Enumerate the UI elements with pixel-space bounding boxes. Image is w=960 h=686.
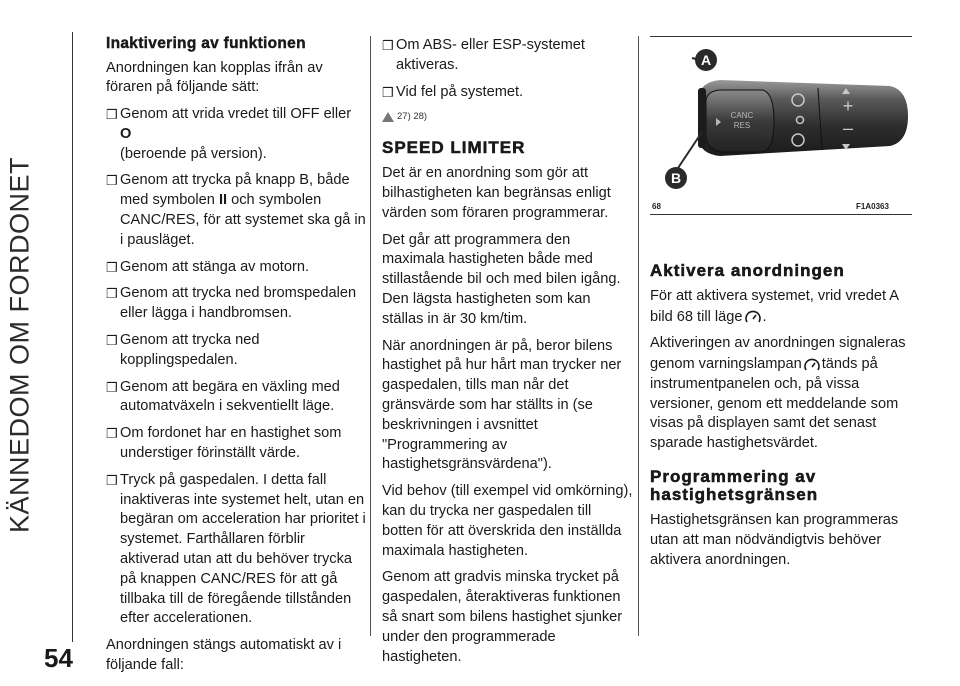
paragraph: Vid behov (till exempel vid omkörning), kan du trycka ner gaspedalen till botten för att överskrida den inställda maximala hastigheten.: [382, 483, 633, 559]
section-heading-activate: Aktivera anordningen: [650, 261, 845, 280]
checkbox-icon: ❒: [106, 173, 118, 189]
leader-line-b: [678, 132, 702, 168]
item-text: Genom att vrida vredet till OFF eller: [120, 106, 352, 123]
figure-top-rule: [650, 36, 912, 37]
item-text: Genom att trycka på knapp B, både med symbolen: [120, 172, 350, 209]
paragraph: När anordningen är på, beror bilens hastighet på hur hårt man trycker ner gaspedalen, tills man når det gränsvärde som har ställts in (se beskrivningen i avsnittet "Programmering av hastighetsgränsvärdena").: [382, 337, 622, 473]
warning-reference: [382, 107, 634, 127]
page-number: 54: [44, 643, 73, 673]
stalk-ring: [698, 88, 706, 148]
list-item: [106, 284, 366, 324]
list-item: [106, 471, 366, 629]
section-heading-deactivation: Inaktivering av funktionen: [106, 35, 306, 52]
plus-label: +: [842, 96, 854, 116]
item-text: Genom att trycka ned bromspedalen eller lägga i handbromsen.: [120, 285, 357, 322]
item-text: Genom att trycka ned kopplingspedalen.: [120, 332, 260, 368]
checkbox-icon: ❒: [106, 472, 118, 488]
canc-label: CANC: [730, 111, 754, 120]
paragraph: För att aktivera systemet, vrid vredet A bild 68 till läge .: [650, 287, 912, 327]
label-b: B: [670, 170, 682, 186]
item-text: Tryck på gaspedalen. I detta fall inaktiveras inte systemet helt, utan en begäran om acceleration har prioritet i systemet. Farthållaren förblir aktiverad utan att du behöver trycka på knappen CANC/RES för att gå tillbaka till de föregående tillstånden efter accelerationen.: [120, 471, 366, 627]
list-item: [382, 36, 634, 76]
checkbox-icon: ❒: [106, 379, 118, 395]
item-text: Om ABS- eller ESP-systemet aktiveras.: [396, 37, 585, 73]
list-item: [106, 331, 366, 371]
section-heading-speed-limiter: SPEED LIMITER: [382, 138, 526, 158]
pause-symbol: II: [218, 192, 228, 209]
checkbox-icon: ❒: [382, 38, 394, 53]
paragraph: Anordningen stängs automatiskt av i följande fall:: [106, 637, 342, 674]
section-heading-programming: Programmering av hastighetsgränsen: [650, 466, 819, 504]
checkbox-icon: ❒: [106, 107, 118, 123]
checkbox-icon: ❒: [106, 426, 118, 442]
paragraph: Det går att programmera den maximala hastigheten både med stillastående bil och med bilen igång. Den lägsta hastigheten som kan ställas in är 30 km/tim.: [382, 231, 621, 327]
paragraph: Hastighetsgränsen kan programmeras utan att man nödvändigtvis behöver aktivera anordningen.: [650, 511, 899, 568]
checkbox-icon: ❒: [106, 286, 118, 302]
figure-code: F1A0363: [856, 202, 889, 211]
column-3: [650, 262, 912, 577]
figure-stalk-illustration: [650, 38, 912, 218]
checkbox-icon: ❒: [106, 333, 118, 349]
column-2: [382, 36, 634, 674]
paragraph: Aktiveringen av anordningen signaleras genom varningslampan tänds på instrumentpanelen och, på vissa versioner, genom ett meddelande som visas på displayen samt det senast sparade hastighetsvärdet.: [650, 335, 906, 452]
item-text: och symbolen CANC/RES, för att systemet ska gå in i pausläget.: [120, 192, 366, 248]
checkbox-icon: ❒: [106, 259, 118, 275]
stalk-illustration: [650, 38, 912, 200]
column-separator-1: [370, 36, 371, 636]
list-item: [106, 378, 366, 418]
reference-numbers: 27) 28): [397, 111, 428, 123]
list-item: [106, 424, 366, 464]
paragraph: Det är en anordning som gör att bilhastigheten kan begränsas enligt värden som föraren programmerar.: [382, 165, 611, 221]
figure-number: 68: [652, 202, 661, 211]
off-symbol: O: [120, 125, 132, 142]
side-divider: [72, 32, 73, 642]
list-item: [382, 83, 634, 103]
figure-bottom-rule: [650, 214, 912, 215]
label-a: A: [700, 52, 712, 68]
res-label: RES: [733, 121, 751, 130]
column-1: [106, 36, 366, 683]
speed-limiter-icon: [802, 354, 822, 374]
speed-limiter-icon: [743, 307, 763, 327]
minus-label: –: [842, 118, 854, 138]
side-title-text: KÄNNEDOM OM FORDONET: [4, 156, 35, 534]
list-item: [106, 258, 366, 278]
list-item: [106, 105, 366, 164]
item-text: Om fordonet har en hastighet som understiger förinställt värde.: [120, 425, 342, 462]
paragraph: Anordningen kan kopplas ifrån av föraren på följande sätt:: [106, 59, 323, 96]
paragraph: Genom att gradvis minska trycket på gaspedalen, återaktiveras funktionen så snart som bilens hastighet sjunker under den programmerade hastigheten.: [382, 569, 623, 665]
list-item: [106, 171, 366, 250]
item-text: Genom att stänga av motorn.: [120, 258, 310, 275]
item-text: (beroende på version).: [120, 145, 267, 162]
warning-triangle-icon: [382, 112, 394, 122]
item-text: Vid fel på systemet.: [396, 83, 524, 100]
column-separator-2: [638, 36, 639, 636]
checkbox-icon: ❒: [382, 84, 394, 100]
item-text: Genom att begära en växling med automatväxeln i sekventiellt läge.: [120, 378, 340, 415]
